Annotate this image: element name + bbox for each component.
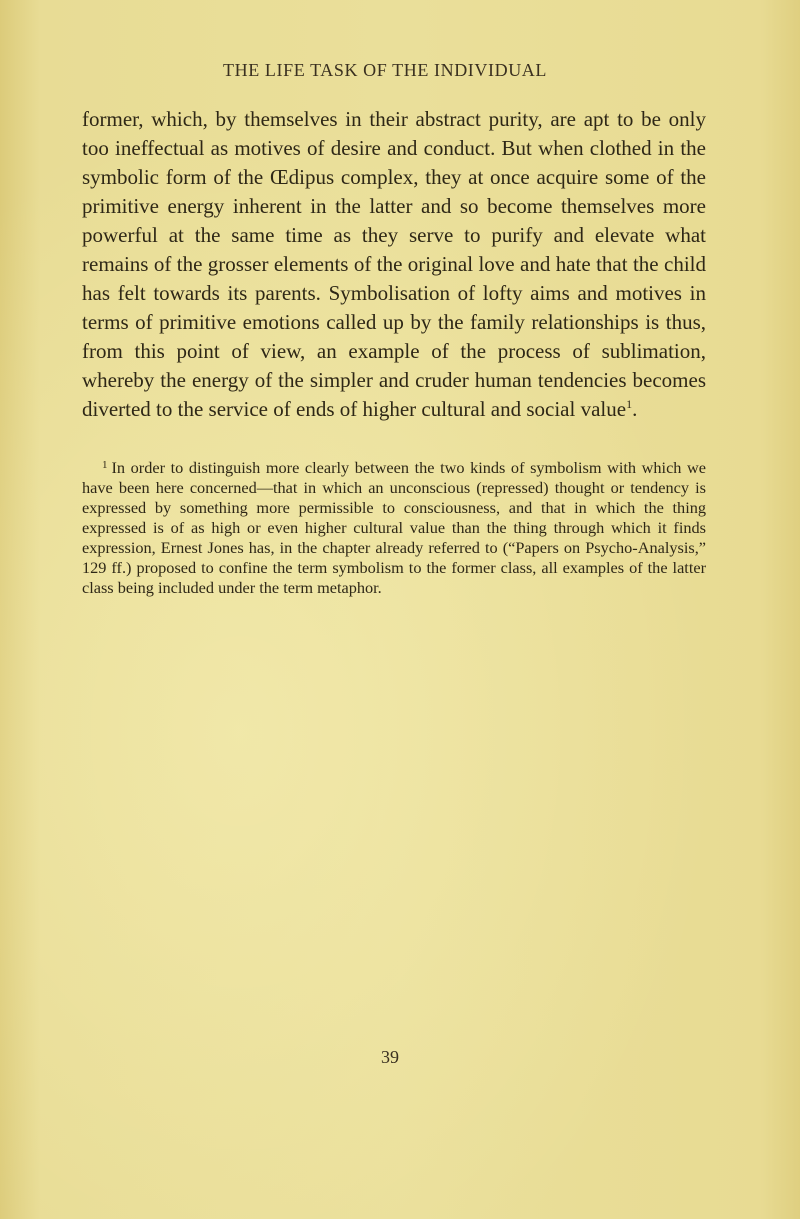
footnote-text: In order to distinguish more clearly between the two kinds of symbolism with which we have been here concerned—that in which an unconscious (repressed) thought or tendency is expressed by something more permissible to consciousness, and that in which the thing expressed is of as high or even higher cultural value than the thing through which it finds expression, Ernest Jones has, in the chapter already referred to (“Papers on Psycho-Analysis,” 129 ff.) proposed to confine the term symbolism to the former class, all examples of the latter class being included under the term metaphor. [82, 458, 706, 597]
body-paragraph [82, 105, 706, 424]
running-head: THE LIFE TASK OF THE INDIVIDUAL [223, 60, 547, 80]
footnote-marker: 1 [102, 459, 108, 471]
body-paragraph-end: . [632, 397, 638, 421]
footnote-reference: 1 [626, 397, 633, 411]
page-number: 39 [381, 1047, 399, 1067]
footnote [82, 455, 706, 598]
body-paragraph-text: former, which, by themselves in their abstract purity, are apt to be only too ineffectual as motives of desire and conduct. But when clothed in the symbolic form of the Œdipus complex, they at once acquire some of the primitive energy inherent in the latter and so become themselves more powerful at the same time as they serve to purify and elevate what remains of the grosser elements of the original love and hate that the child has felt towards its parents. Symbolisation of lofty aims and motives in terms of primitive emotions called up by the family relationships is thus, from this point of view, an example of the process of sublimation, whereby the energy of the simpler and cruder human tendencies becomes diverted to the service of ends of higher cultural and social value [82, 107, 706, 421]
